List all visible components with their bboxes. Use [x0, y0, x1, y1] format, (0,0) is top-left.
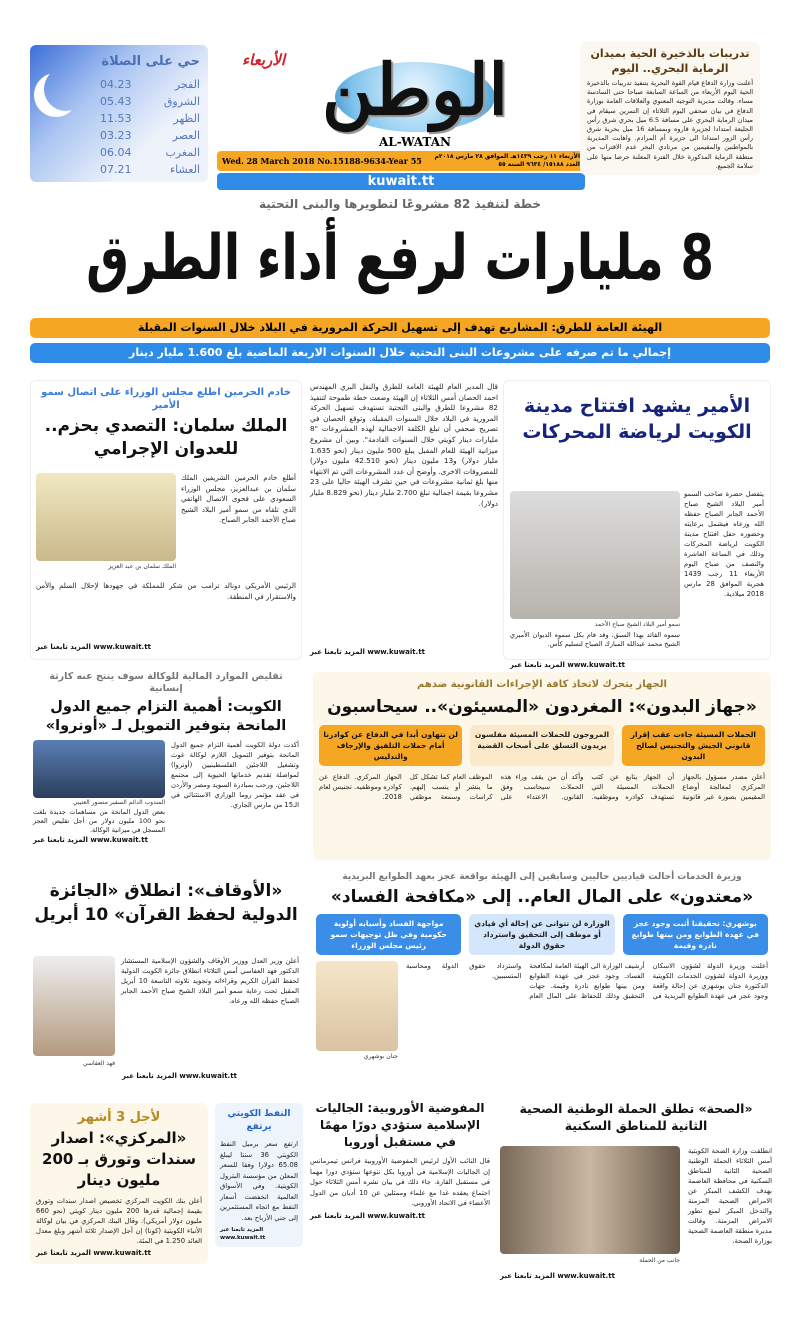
prayer-row — [100, 110, 200, 127]
bedoun-tags — [319, 725, 765, 766]
corruption-tag: بوشهري: تحقيقنا أثبت وجود عجز في عهدة الطوابع ومن بينها طوابع نادرة وقيمة — [623, 914, 768, 955]
emir-headline: الأمير يشهد افتتاح مدينة الكويت لرياضة المحركات — [522, 395, 752, 443]
salman-caption: الملك سلمان بن عبد العزيز — [108, 563, 176, 570]
oil-headline: النفط الكويتي يرتفع — [227, 1109, 291, 1132]
europe-body: قال النائب الأول لرئيس المفوضية الأوروبية فرانس تيمرمانس إن الجاليات الإسلامية في أوروبا بكل تنوعها ستؤدي دورا مهما في مستقبل القارة. جاء ذلك في بيان نشره أمس الثلاثاء حول اجتماع يعقده غدا مع علماء وممثلين عن 10 أديان من الدول الأعضاء في الاتحاد الأوروبي. — [310, 1157, 490, 1207]
awqaf-photo — [33, 956, 115, 1056]
unrwa-body: أكدت دولة الكويت أهمية التزام جميع الدول المانحة بتوفير التمويل اللازم لوكالة غوث وتشغيل اللاجئين الفلسطينيين (أونروا) لمواصلة تقديم خدماتها الحيوية إلى مجتمع اللاجئين. ورحب بمبادرة السويد ومصر والأردن في عقد مؤتمر روما الوزاري الاستثنائي في الـ15 من مارس الجاري. — [171, 741, 299, 809]
emir-more-link[interactable]: المزيد تابعنا عبر www.kuwait.tt — [510, 661, 625, 669]
date-arabic: الأربعاء ١١ رجب ١٤٣٩هـ الموافق ٢٨ مارس ٢٠١٨م العدد ١٥١٨٨/ ٩٦٣٤ السنة ٥٥ — [434, 153, 580, 168]
day-label: الأربعاء — [241, 51, 285, 69]
unrwa-caption: المندوب الدائم السفير منصور العتيبي — [72, 799, 165, 806]
salman-body-2: الرئيس الأمريكي دونالد ترامب من شكر للمملكة في جهودها لإحلال السلم والأمن والاستقرار في المنطقة. — [36, 582, 296, 601]
bedoun-headline: «جهاز البدون»: المغردون «المسيئون».. سيحاسبون — [327, 697, 757, 717]
date-bar — [217, 151, 585, 171]
unrwa-story — [30, 668, 302, 848]
lead-kicker: خطة لتنفيذ 82 مشروعًا لتطويرها والبنى التحتية — [258, 197, 542, 211]
health-headline: «الصحة» تطلق الحملة الوطنية الصحية الثانية للمناطق السكنية — [519, 1101, 753, 1133]
awqaf-body: أعلن وزير العدل ووزير الأوقاف والشؤون الإسلامية المستشار الدكتور فهد العفاسي أمس الثلاثاء انطلاق جائزة الكويت الدولية لحفظ القرآن الكريم وقراءاته وتجويد تلاوته التاسعة 10 أبريل المقبل تحت رعاية سمو أمير البلاد الشيخ صباح الأحمد الجابر الصباح حفظه الله ورعاه. — [121, 957, 300, 1005]
salman-story — [30, 380, 302, 660]
prayer-row — [100, 127, 200, 144]
prayer-time: 07.21 — [100, 163, 132, 176]
corruption-tags — [316, 914, 768, 955]
prayer-time: 04.23 — [100, 78, 132, 91]
corruption-caption: جنان بوشهري — [363, 1053, 398, 1060]
lead-bar-blue: إجمالي ما تم صرفه على مشروعات البنى التحتية خلال السنوات الاربعة الماضية بلغ 1.600 مليار دينار — [30, 343, 770, 363]
date-english: Wed. 28 March 2018 No.15188-9634-Year 55 — [222, 156, 422, 166]
salman-body: أطلع خادم الحرمين الشريفين الملك سلمان بن عبدالعزيز، مجلس الوزراء السعودي على فحوى الاتصال الهاتفي الذي تلقاه من سمو أمير البلاد الشيخ صباح الأحمد الجابر الصباح. — [181, 474, 296, 524]
corruption-story — [313, 868, 771, 1064]
health-more-link[interactable]: المزيد تابعنا عبر www.kuwait.tt — [500, 1272, 615, 1280]
corruption-tag: مواجهة الفساد وأسبابه أولوية حكومية وفي ظل توجيهات سمو رئيس مجلس الوزراء — [316, 914, 461, 955]
corruption-body: أعلنت وزيرة الدولة لشؤون الاسكان ووزيرة الدولة لشؤون الخدمات الكويتية الدكتورة جنان بوشهري عن إحالة واقعة وجود عجز في عهدة الطوابع البريدية في أرشيف الوزارة الى الهيئة العامة لمكافحة الفساد. وجود عجز في عهدة الطوابع ومن بينها طوابع نادرة وقيمة. جهات التحقيق وذلك للحفاظ على المال العام واسترداد حقوق الدولة ومحاسبة المتسببين. — [406, 962, 768, 1000]
europe-headline: المفوضية الأوروبية: الجاليات الإسلامية ستؤدي دورًا مهمًا في مستقبل أوروبا — [315, 1101, 485, 1149]
bedoun-story — [313, 672, 771, 860]
awqaf-story — [30, 872, 302, 1090]
lead-more-link[interactable]: المزيد تابعنا عبر www.kuwait.tt — [310, 648, 425, 656]
europe-more-link[interactable]: المزيد تابعنا عبر www.kuwait.tt — [310, 1211, 425, 1220]
oil-more-link[interactable]: المزيد تابعنا عبر www.kuwait.tt — [220, 1227, 266, 1241]
prayer-name: العشاء — [169, 163, 200, 176]
oil-story — [215, 1103, 303, 1247]
unrwa-body-2: بعض الدول المانحة من مساهمات جديدة بلغت نحو 100 مليون دولار من أجل تقليص العجز المسجل في ميزانية الوكالة. — [33, 808, 165, 834]
health-caption: جانب من الحملة — [639, 1257, 680, 1264]
prayer-row — [100, 76, 200, 93]
website-link[interactable]: kuwait.tt — [217, 173, 585, 190]
awqaf-headline: «الأوقاف»: انطلاق «الجائزة الدولية لحفظ القرآن» 10 أبريل — [34, 881, 298, 925]
prayer-name: المغرب — [165, 146, 200, 159]
oil-body: ارتفع سعر برميل النفط الكويتي 36 سنتا ليبلغ 65.08 دولارا وفقا للسعر المعلن من مؤسسة البترول الكويتية. وفي الأسواق العالمية انخفضت أسعار النفط مع اتجاه المستثمرين إلى جني الأرباح بعد. — [220, 1140, 298, 1222]
side-story-title: تدريبات بالذخيرة الحية بميدان الرماية البحري.. اليوم — [590, 47, 750, 75]
prayer-row — [100, 93, 200, 110]
prayer-name: العصر — [172, 129, 200, 142]
corruption-content — [316, 961, 768, 1061]
lead-body: قال المدير العام للهيئة العامة للطرق والنقل البري المهندس احمد الحصان أمس الثلاثاء إن الهيئة وضعت خطة طموحة لتنفيذ 82 مشروعا للطرق والبنى التحتية تستهدف تسهيل الحركة المرورية في البلاد خلال السنوات المقبلة. وتوقع الحصان في تصريح صحفي أن تبلغ الكلفة الاجمالية لهذه المشروعات "8 مليارات دينار كويتي خلال السنوات القادمة". وبين أن مشروع ميزانية الهيئة للعام المقبل يبلغ 500 مليون دينار (نحو 1.635 مليار دولار) و13 مليون دينار (نحو 42.510 مليون دولار) للمصروفات الاخرى. وأوضح أن عدد المشروعات التي تم الانتهاء منها بلغ ثمانية مشروعات في حين تشرف الهيئة حاليا على 23 مشروعا بقيمة اجمالية تبلغ 2.700 مليار دينار (نحو 8.829 مليار دولار). — [310, 382, 499, 508]
unrwa-more-link[interactable]: المزيد تابعنا عبر www.kuwait.tt — [33, 836, 148, 844]
awqaf-caption: فهد العفاسي — [83, 1060, 115, 1067]
prayer-title: حي على الصلاة — [101, 54, 200, 69]
health-story — [500, 1100, 772, 1312]
side-story-body: أعلنت وزارة الدفاع قيام القوة البحرية بتنفيذ تدريبات بالذخيرة الحية اليوم الأربعاء من الساعة السابعة صباحا حتى السادسة مساء. وقالت مديرية التوجيه المعنوي والعلاقات العامة بوزارة الدفاع في بيان صحفي اليوم الثلاثاء إن التمرين سيقام في ميدان الرماية البحري على مسافة 6.5 ميل بحري شرق رأس الجليعة امتدادا لجزيرة قاروه وبمسافة 16 ميل بحرية شرق رأس الزور امتدادا الى جزيرة أم المرادم. واهابت المديرية بالمواطنين والمقيمين من مرتادي البحر عدم الاقتراب من منطقة الرماية المذكورة خلال الفترة المعلنة حرصا منها على سلامة الجميع. — [587, 79, 754, 170]
prayer-times-box — [30, 45, 208, 182]
prayer-row — [100, 161, 200, 178]
emir-caption: سمو أمير البلاد الشيخ صباح الأحمد — [594, 621, 680, 628]
bedoun-body: أعلن مصدر مسؤول بالجهاز المركزي لمعالجة أوضاع المقيمين بصورة غير قانونية أن الجهاز يتابع عن كثب الحملات المسيئة التي تستهدف كوادره وموظفيه. وأكد أن من يقف وراء هذه الحملات سيحاسب وفق القانون. الاعتداء على الموظف العام كما تشكل كل ما ينشر أو ينسب إليهم. كراسات وسمعة موظفي الجهاز المركزي. الدفاع عن كوادره وموظفيه. تجنيس لعام 2018. — [319, 773, 765, 801]
logo-english: AL-WATAN — [379, 135, 451, 149]
bedoun-tag: لن نتهاون أبدا في الدفاع عن كوادرنا أمام حملات التلفيق والإرجاف والتدليس — [319, 725, 462, 766]
emir-photo — [510, 491, 680, 619]
unrwa-headline: الكويت: أهمية التزام جميع الدول المانحة بتوفير التمويل لـ «أونروا» — [45, 699, 287, 734]
emir-body: يتفضل حضرة صاحب السمو أمير البلاد الشيخ صباح الأحمد الجابر الصباح حفظه الله ورعاه فيشمل برعايته وحضوره حفل افتتاح مدينة الكويت لرياضة المحركات وذلك في الساعة العاشرة والنصف من صباح اليوم الأربعاء 11 رجب 1439 هجرية الموافق 28 مارس 2018 ميلادية. — [684, 490, 764, 598]
prayer-time: 06.04 — [100, 146, 132, 159]
corruption-headline: «معتدون» على المال العام.. إلى «مكافحة الفساد» — [330, 887, 754, 907]
prayer-list — [100, 76, 200, 178]
corruption-photo-block — [316, 961, 398, 1061]
side-story — [580, 42, 760, 175]
prayer-name: الظهر — [173, 112, 200, 125]
logo: الوطن — [322, 48, 508, 131]
prayer-name: الفجر — [174, 78, 200, 91]
salman-photo — [36, 473, 176, 561]
corruption-kicker: وزيرة الخدمات أحالت قياديين حاليين وسابقين إلى الهيئة بواقعة عجز بعهد الطوابع البريدية — [342, 872, 742, 882]
unrwa-photo — [33, 740, 165, 798]
awqaf-more-link[interactable]: المزيد تابعنا عبر www.kuwait.tt — [122, 1072, 237, 1080]
bedoun-kicker: الجهاز يتحرك لاتخاذ كافة الإجراءات القانونية ضدهم — [417, 679, 667, 690]
corruption-photo — [316, 961, 398, 1051]
bonds-headline: «المركزي»: اصدار سندات وتورق بـ 200 مليون دينار — [42, 1129, 196, 1189]
emir-body-2: سموه القائد بهذا السبق، وقد قام بكل سموه الديوان الأميري الشيخ محمد عبدالله المبارك الصباح لتسليم كأس. — [510, 631, 680, 648]
prayer-row — [100, 144, 200, 161]
salman-kicker: خادم الحرمين اطلع مجلس الوزراء على اتصال سمو الأمير — [41, 387, 291, 411]
europe-story — [310, 1100, 490, 1221]
lead-bar-orange: الهيئة العامة للطرق: المشاريع تهدف إلى تسهيل الحركة المرورية في البلاد خلال السنوات المقبلة — [30, 318, 770, 338]
unrwa-content — [33, 740, 299, 845]
prayer-time: 03.23 — [100, 129, 132, 142]
bonds-more-link[interactable]: المزيد تابعنا عبر www.kuwait.tt — [36, 1249, 151, 1257]
bedoun-tag: الحملات المسيئة جاءت عقب إقرار قانوني الجيش والتجنيس لصالح البدون — [622, 725, 765, 766]
health-body: انطلقت وزارة الصحة الكويتية أمس الثلاثاء الحملة الوطنية الصحية الثانية للمناطق السكنية في محافظة العاصمة بهدف الكشف المبكر عن الامراض الصحية المزمنة والتدخل المبكر لمنع تطور الامراض المزمنة. وقالت مديرة منطقة العاصمة الصحية بوزارة الصحة. — [688, 1147, 772, 1245]
salman-more-link[interactable]: المزيد تابعنا عبر www.kuwait.tt — [36, 643, 151, 651]
bedoun-tag: المروجون للحملات المسيئة مفلسون يريدون التسلق على أصحاب القضية — [470, 725, 613, 766]
bonds-body: أعلن بنك الكويت المركزي تخصيص اصدار سندات وتورق بقيمة إجمالية قدرها 200 مليون دينار كويتي (نحو 660 مليون دولار أمريكي). وقال البنك المركزي في بيان لوكالة الأنباء الكويتية (كونا) إن أجل الإصدار ثلاثة أشهر وبلغ معدل العائد 1.250 في المئة. — [36, 1197, 202, 1245]
salman-headline: الملك سلمان: التصدي بحزم.. للعدوان الإجرامي — [44, 416, 288, 459]
prayer-time: 11.53 — [100, 112, 132, 125]
bonds-kicker: لأجل 3 أشهر — [77, 1110, 161, 1125]
emir-story — [503, 380, 771, 660]
prayer-time: 05.43 — [100, 95, 132, 108]
health-photo — [500, 1146, 680, 1254]
bonds-story — [30, 1103, 208, 1264]
prayer-name: الشروق — [163, 95, 200, 108]
unrwa-kicker: تقليص الموارد المالية للوكالة سوف ينتج عنه كارثة إنسانية — [49, 671, 283, 694]
moon-icon — [44, 67, 88, 111]
lead-headline: 8 مليارات لرفع أداء الطرق — [86, 221, 714, 295]
corruption-tag: الوزارة لن تتوانى عن إحالة أي قيادي أو موظف إلى التحقيق واسترداد حقوق الدولة — [469, 914, 614, 955]
unrwa-side — [33, 740, 165, 845]
